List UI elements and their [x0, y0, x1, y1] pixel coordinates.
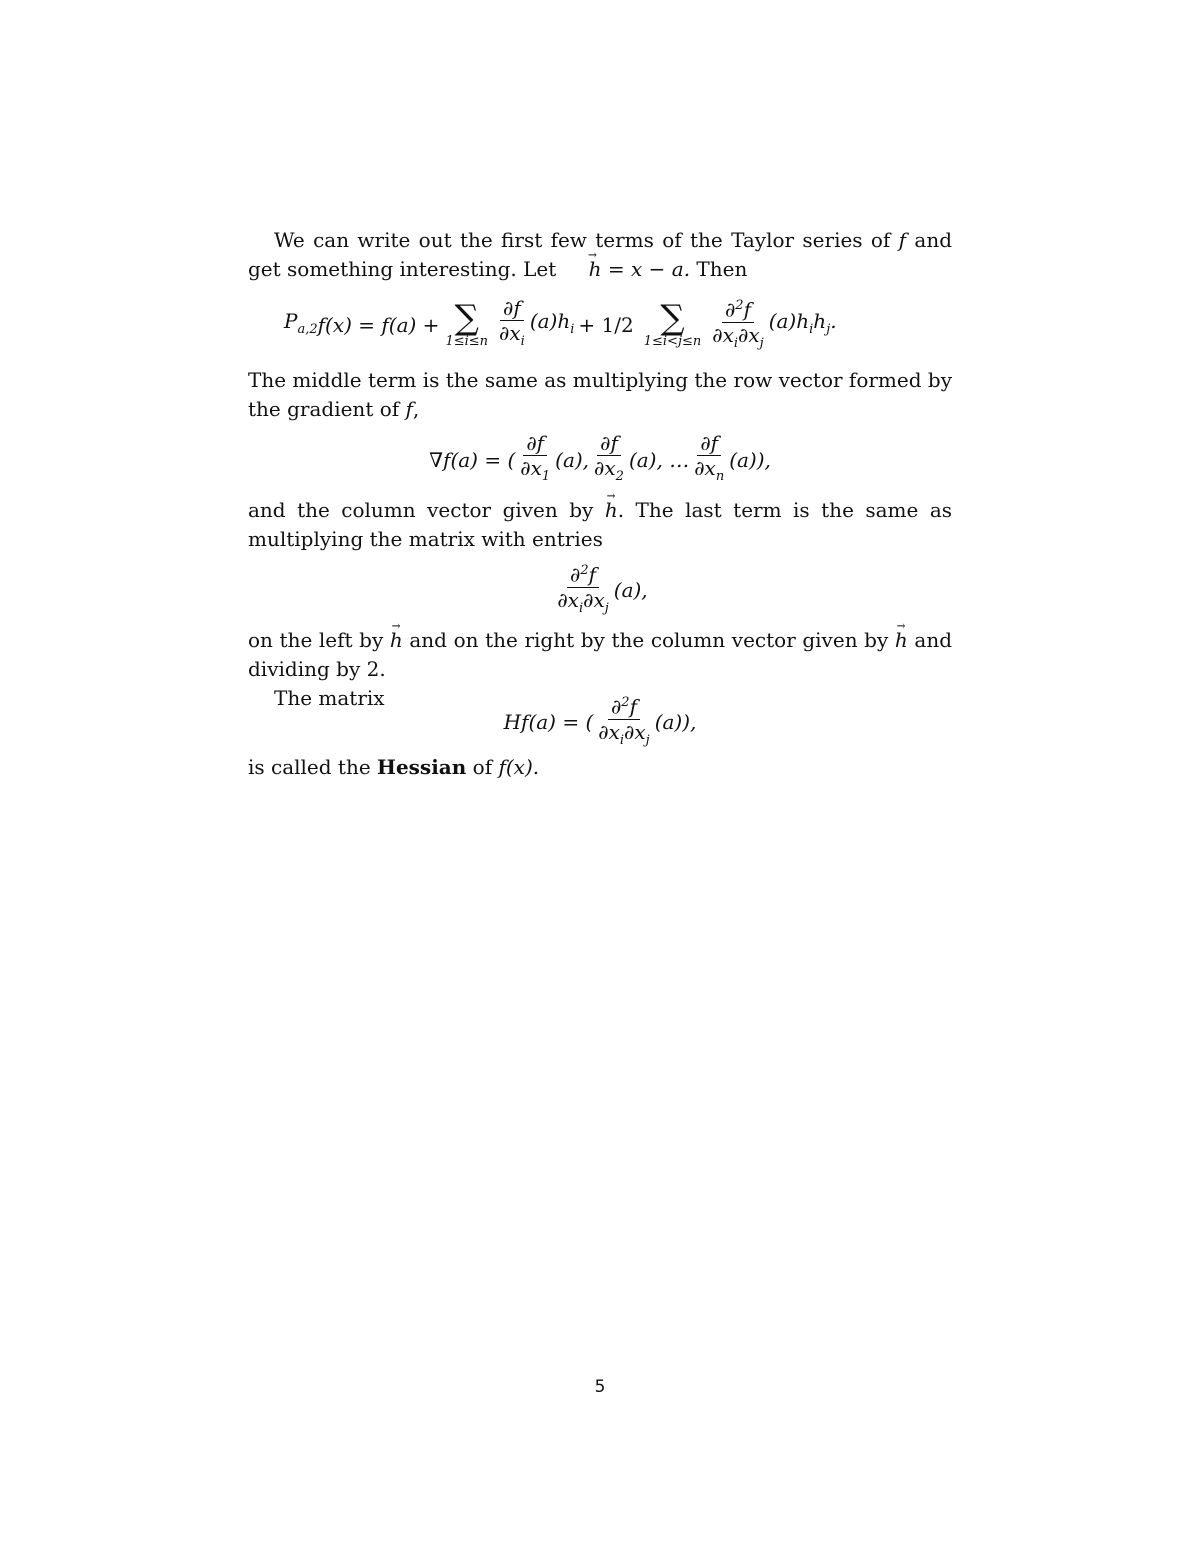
fraction-denominator: ∂x	[499, 321, 521, 345]
fraction-df-dx1: $\frac{\partial f}{\partial x_1}$	[520, 431, 551, 484]
paragraph-taylor-intro	[248, 226, 952, 284]
math-f-of-x: f(x).	[498, 755, 540, 779]
text-span: and get something interesting. Let	[248, 228, 953, 281]
text-span: on the left by	[248, 628, 384, 652]
fraction-second-partial: $\frac{\partial^2f}{\partial x_i\partial x_j}$	[709, 294, 766, 356]
text-span: and on the right by the column vector given by	[409, 628, 889, 652]
fraction-df-dx2: $\frac{\partial f}{\partial x_2}$	[594, 431, 624, 484]
math-eq1-tail: (a)h	[768, 308, 810, 333]
text-span: is called the	[248, 755, 371, 779]
text-span: The middle term is the same as multiplying the row vector formed by the gradient of	[248, 368, 952, 421]
math-f: f	[405, 397, 413, 421]
math-h-vector: → h	[895, 626, 908, 655]
text-span: The last term is the same as multiplying the matrix with entries	[248, 498, 953, 551]
text-span: The matrix	[274, 686, 385, 710]
math-eq1-lhs: f(x) = f(a) +	[317, 312, 440, 337]
math-gradient-tail: (a)),	[729, 447, 771, 472]
text-span: Then	[696, 257, 748, 281]
page-number: 5	[594, 1377, 606, 1397]
math-plus-half: + 1/2	[578, 312, 634, 337]
math-eq1-mid: (a)h	[529, 308, 571, 333]
text-span: We can write out the first few terms of the Taylor series of	[274, 228, 891, 252]
summation-2: ∑ 1≤i<j≤n	[643, 298, 702, 349]
summation-2-limit: 1≤i<j≤n	[643, 334, 702, 349]
equation-gradient: ∇f(a) = ( $\frac{\partial f}{\partial x_1}$ (a), $\frac{\partial f}{\partial x_2}$ (a), … $\frac{\partial f}{\partial x_n}$ (a)),	[248, 428, 952, 492]
paragraph-hessian-definition	[248, 753, 952, 782]
body-text	[248, 226, 952, 782]
math-h-vector: → h	[390, 626, 403, 655]
math-hessian-tail: (a)),	[654, 709, 697, 734]
math-entries-tail: (a),	[613, 577, 648, 602]
fraction-second-partial: $\frac{\partial^2f}{\partial x_i\partial x_j}$	[554, 559, 611, 621]
math-h-vector: → h	[563, 255, 602, 284]
equation-taylor-second-order: $P_{a,2}$ f(x) = f(a) + ∑ 1≤i≤n $\frac{\partial f}{\partial x_i}$ $(a)h_i$ + 1/2 ∑ 1≤i<j≤n $\frac{\partial^2f}{\partial x_i\partial x_j}$ $(a)h_ih_j$.	[248, 288, 952, 362]
fraction-numerator: ∂f	[500, 296, 524, 321]
text-span: and dividing by 2.	[248, 628, 952, 681]
summation-1: ∑ 1≤i≤n	[445, 298, 489, 349]
math-let-equation: = x − a.	[607, 257, 691, 281]
fraction-second-partial: $\frac{\partial^2f}{\partial x_i\partial x_j}$	[595, 691, 652, 753]
text-span: of	[472, 755, 493, 779]
math-hessian-lhs: Hf(a) = (	[503, 709, 594, 734]
math-p-subscript: a,2	[297, 321, 318, 337]
fraction-df-dxn: $\frac{\partial f}{\partial x_n}$	[694, 431, 725, 484]
paragraph-last-term: and the column vector given by → h. The last term is the same as multiplying the matrix with entries	[248, 496, 952, 554]
math-f: f	[898, 228, 907, 252]
equation-matrix-entries	[248, 558, 952, 622]
math-h-vector: → h	[605, 496, 618, 525]
math-gradient-lhs: ∇f(a) = (	[429, 447, 516, 472]
paragraph-left-right	[248, 626, 952, 684]
term-hessian: Hessian	[377, 755, 467, 779]
fraction-numerator: ∂	[724, 297, 736, 322]
paragraph-middle-term: The middle term is the same as multiplying the row vector formed by the gradient of f,	[248, 368, 952, 421]
summation-1-limit: 1≤i≤n	[445, 334, 489, 349]
math-p: P	[284, 308, 298, 333]
fraction-denominator: ∂x	[712, 322, 734, 347]
text-span: and the column vector given by	[248, 498, 594, 522]
fraction-partial-f-xi: $\frac{\partial f}{\partial x_i}$	[499, 296, 525, 349]
